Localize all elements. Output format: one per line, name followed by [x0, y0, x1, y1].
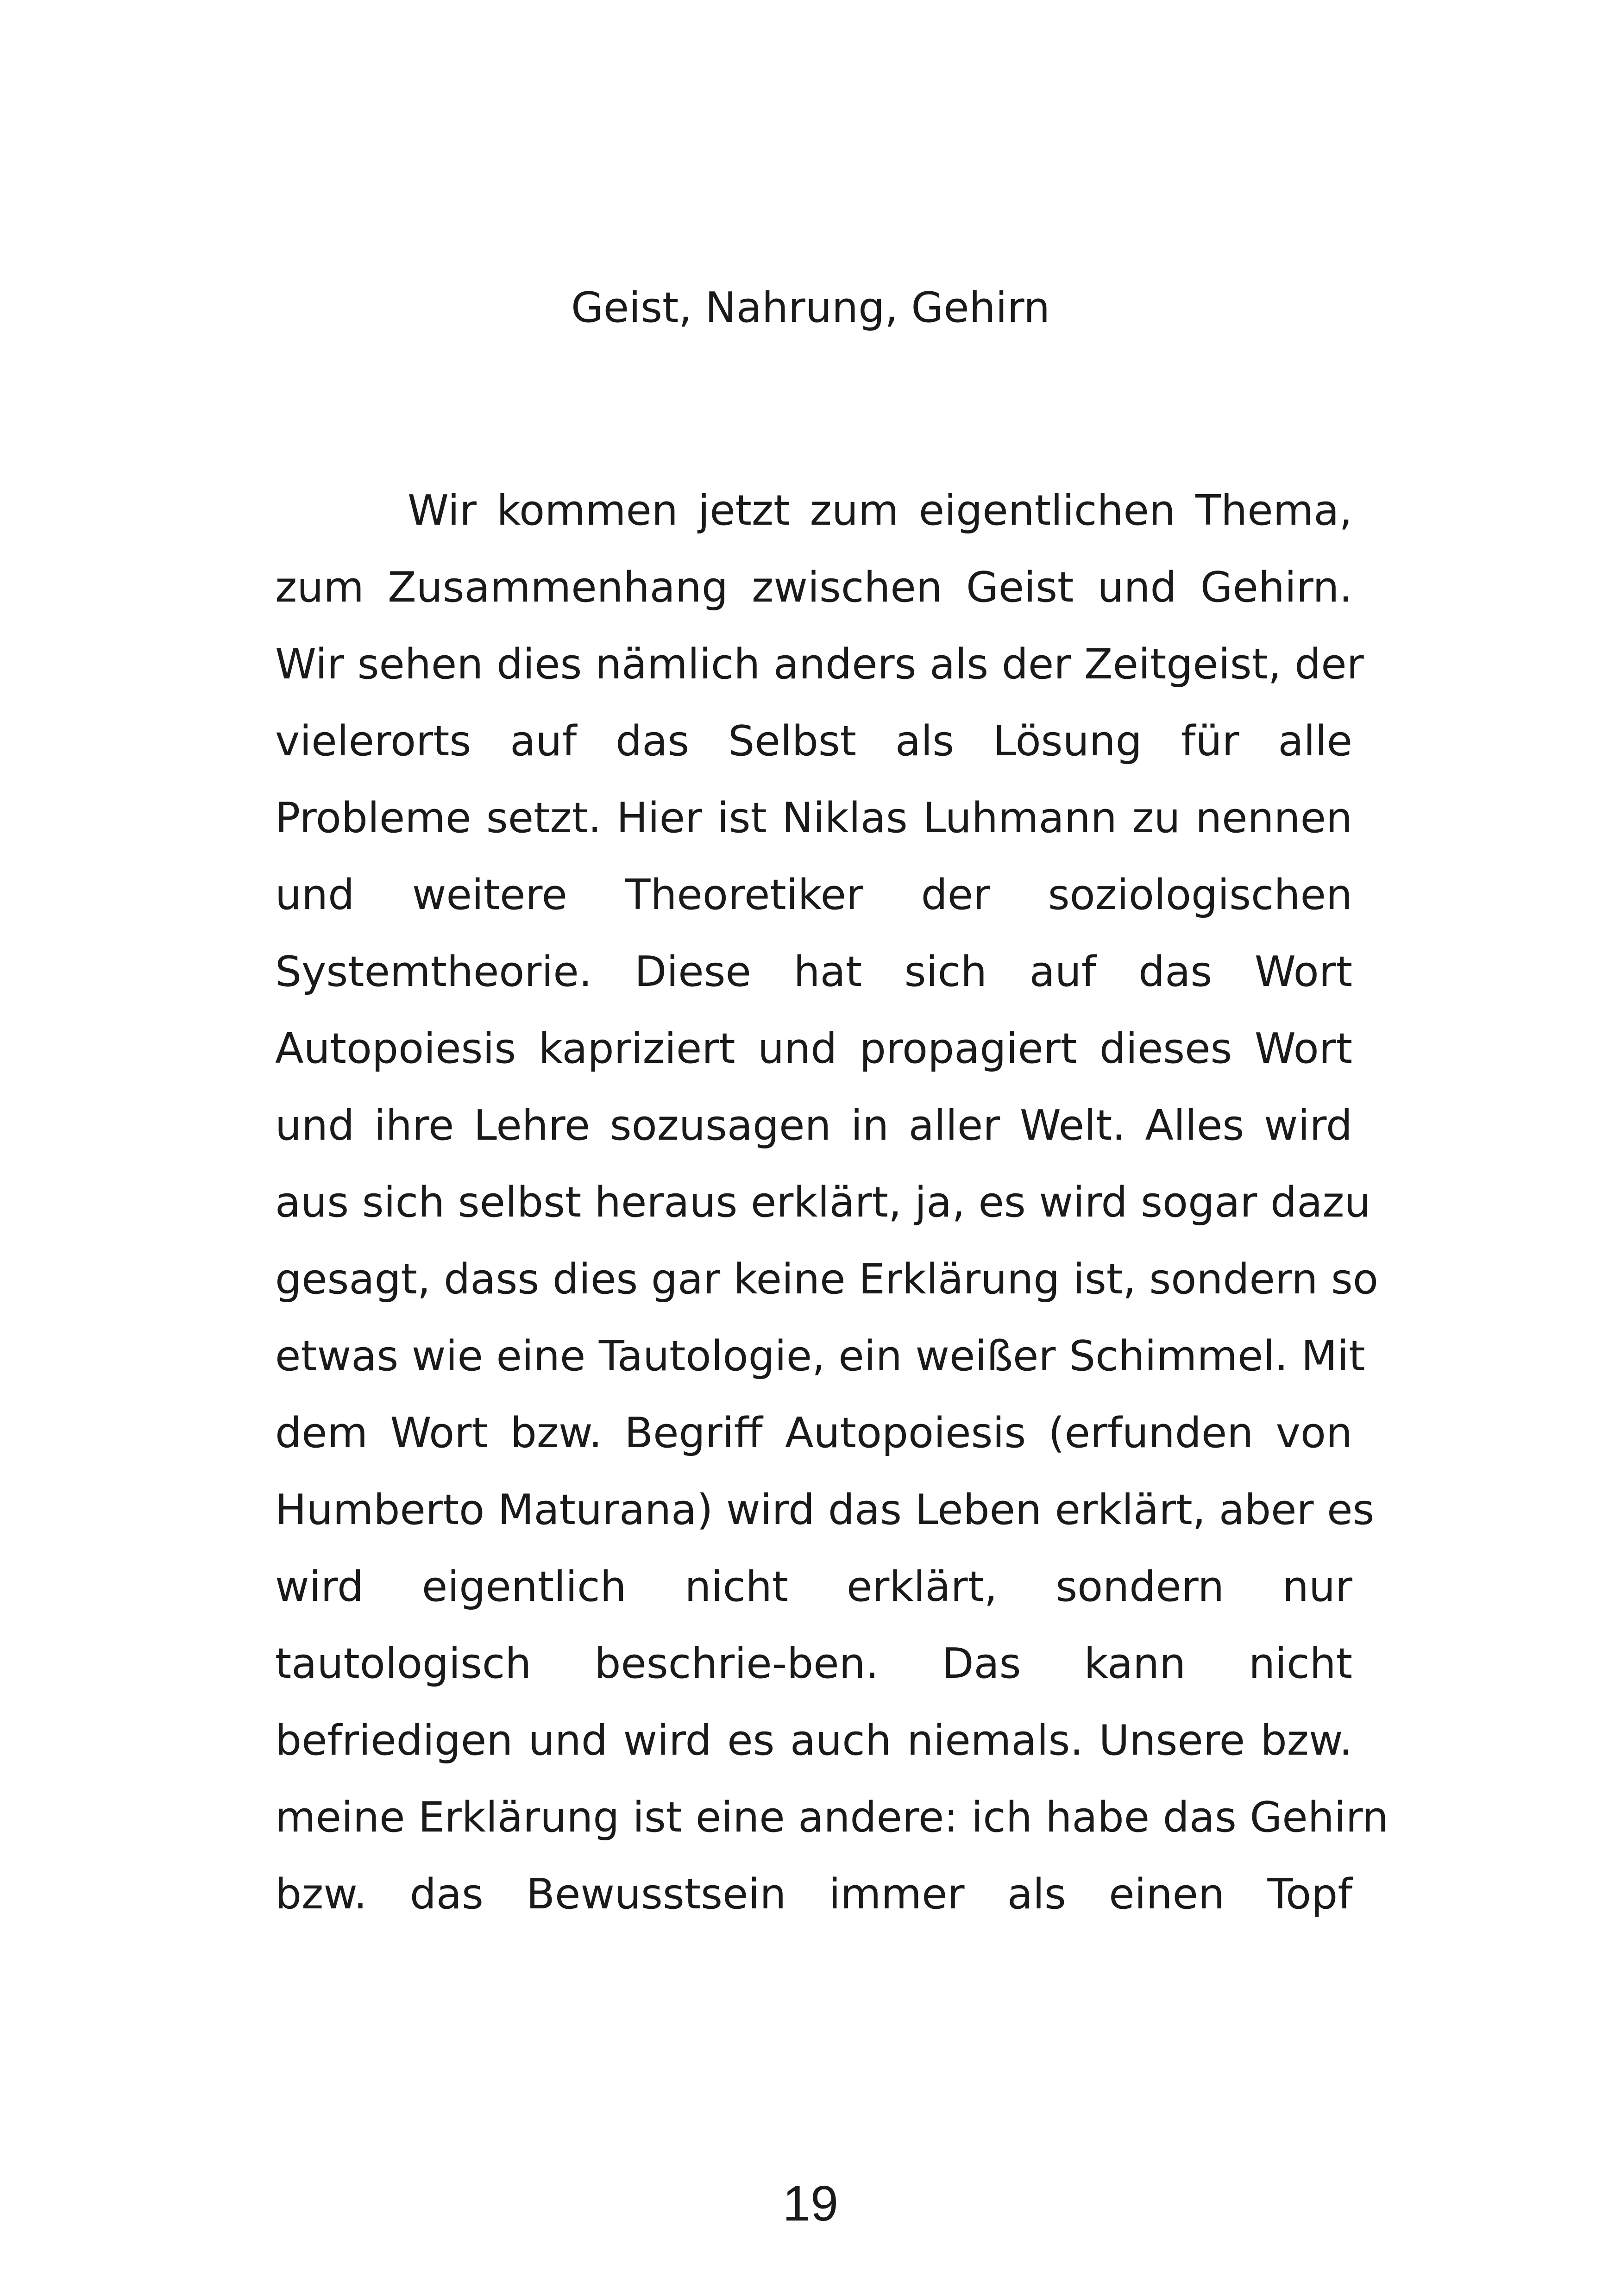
- page-number: 19: [782, 2175, 839, 2231]
- text-line: Humberto Maturana) wird das Leben erklärt, aber es: [275, 1486, 1375, 1534]
- text-line: dem Wort bzw. Begriff Autopoiesis (erfunden von: [275, 1409, 1352, 1457]
- text-line: gesagt, dass dies gar keine Erklärung ist, sondern so: [275, 1255, 1378, 1304]
- chapter-title: Geist, Nahrung, Gehirn: [571, 283, 1050, 332]
- text-line: Wir kommen jetzt zum eigentlichen Thema,: [408, 486, 1352, 535]
- text-line: Systemtheorie. Diese hat sich auf das Wort: [275, 947, 1352, 996]
- text-line: etwas wie eine Tautologie, ein weißer Schimmel. Mit: [275, 1332, 1365, 1380]
- text-line: befriedigen und wird es auch niemals. Unsere bzw.: [275, 1716, 1352, 1765]
- text-line: Autopoiesis kapriziert und propagiert dieses Wort: [275, 1024, 1352, 1073]
- text-line: vielerorts auf das Selbst als Lösung für alle: [275, 717, 1352, 765]
- text-line: aus sich selbst heraus erklärt, ja, es wird sogar dazu: [275, 1178, 1371, 1227]
- text-line: Wir sehen dies nämlich anders als der Zeitgeist, der: [275, 640, 1364, 689]
- text-line: Probleme setzt. Hier ist Niklas Luhmann zu nennen: [275, 794, 1352, 842]
- text-line: und weitere Theoretiker der soziologischen: [275, 871, 1352, 919]
- text-line: meine Erklärung ist eine andere: ich habe das Gehirn: [275, 1793, 1389, 1842]
- text-line: tautologisch beschrie-ben. Das kann nicht: [275, 1639, 1352, 1688]
- text-line: und ihre Lehre sozusagen in aller Welt. Alles wird: [275, 1101, 1352, 1150]
- body-paragraph: [275, 472, 1389, 1933]
- text-line: zum Zusammenhang zwischen Geist und Gehirn.: [275, 563, 1352, 612]
- text-line: wird eigentlich nicht erklärt, sondern nur: [275, 1562, 1352, 1611]
- text-line: bzw. das Bewusstsein immer als einen Topf: [275, 1870, 1352, 1919]
